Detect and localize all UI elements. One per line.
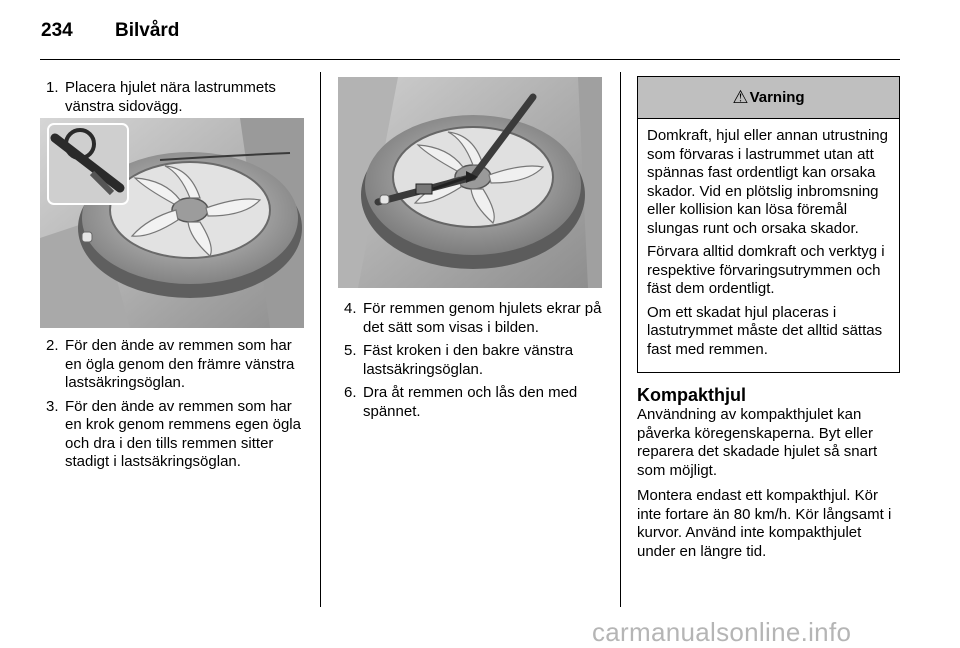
step-text: Fäst kroken i den bakre vänstra lastsäkringsöglan. (363, 342, 574, 378)
wheel-placement-photo (40, 118, 304, 328)
warning-body (638, 119, 899, 359)
step-item (344, 384, 606, 421)
strap-fastening-photo (338, 77, 602, 288)
step-item (344, 342, 606, 379)
step-number: 6. (344, 384, 357, 401)
header-rule (40, 59, 900, 60)
step-text: För den ände av remmen som har en ögla genom den främre vänstra lastsäkringsöglan. (65, 337, 295, 391)
column-divider-right (620, 72, 621, 607)
step-number: 2. (46, 337, 59, 354)
steps-top (46, 79, 306, 121)
step-item (46, 337, 306, 393)
step-item (344, 300, 606, 337)
step-number: 4. (344, 300, 357, 317)
warning-triangle-icon: ⚠ (732, 87, 749, 107)
step-number: 3. (46, 397, 59, 415)
step-item (46, 398, 306, 472)
warning-title: Varning (749, 89, 805, 106)
steps-col2 (344, 300, 606, 426)
section-heading: Kompakthjul (637, 385, 747, 405)
step-text: För remmen genom hjulets ekrar på det sätt som visas i bilden. (363, 300, 602, 336)
warning-paragraph: Domkraft, hjul eller annan utrustning som förvaras i lastrummet utan att spännas fast ordentligt kan orsaka skador. Vid en plötslig inbromsning eller kollision kan lösa föremål slungas runt och orsaka skador. (647, 127, 888, 237)
page-number: 234 (41, 20, 73, 41)
watermark: carmanualsonline.info (592, 617, 852, 647)
step-number: 5. (344, 342, 357, 359)
column-divider-left (320, 72, 321, 607)
section-paragraph: Montera endast ett kompakthjul. Kör inte fortare än 80 km/h. Kör långsamt i kurvor. Använd inte kompakthjulet under en längre tid. (637, 487, 892, 560)
section-body (637, 406, 902, 568)
section-paragraph: Användning av kompakthjulet kan påverka köregenskaperna. Byt eller reparera det skadade hjulet så snart som möjligt. (637, 406, 878, 479)
warning-paragraph: Om ett skadat hjul placeras i lastutrymmet måste det alltid sättas fast med remmen. (647, 303, 883, 358)
step-number: 1. (46, 79, 59, 96)
step-text: För den ände av remmen som har en krok genom remmens egen ögla och dra i den tills remmen sitter stadigt i lastsäkringsöglan. (65, 397, 301, 470)
page-title: Bilvård (115, 20, 180, 41)
warning-paragraph: Förvara alltid domkraft och verktyg i respektive förvaringsutrymmen och fäst dem ordentligt. (647, 243, 885, 297)
step-item (46, 79, 306, 116)
step-text: Placera hjulet nära lastrummets vänstra sidovägg. (65, 79, 276, 115)
warning-box (637, 76, 900, 373)
warning-header (638, 77, 899, 119)
steps-bottom (46, 337, 306, 477)
step-text: Dra åt remmen och lås den med spännet. (363, 384, 578, 420)
